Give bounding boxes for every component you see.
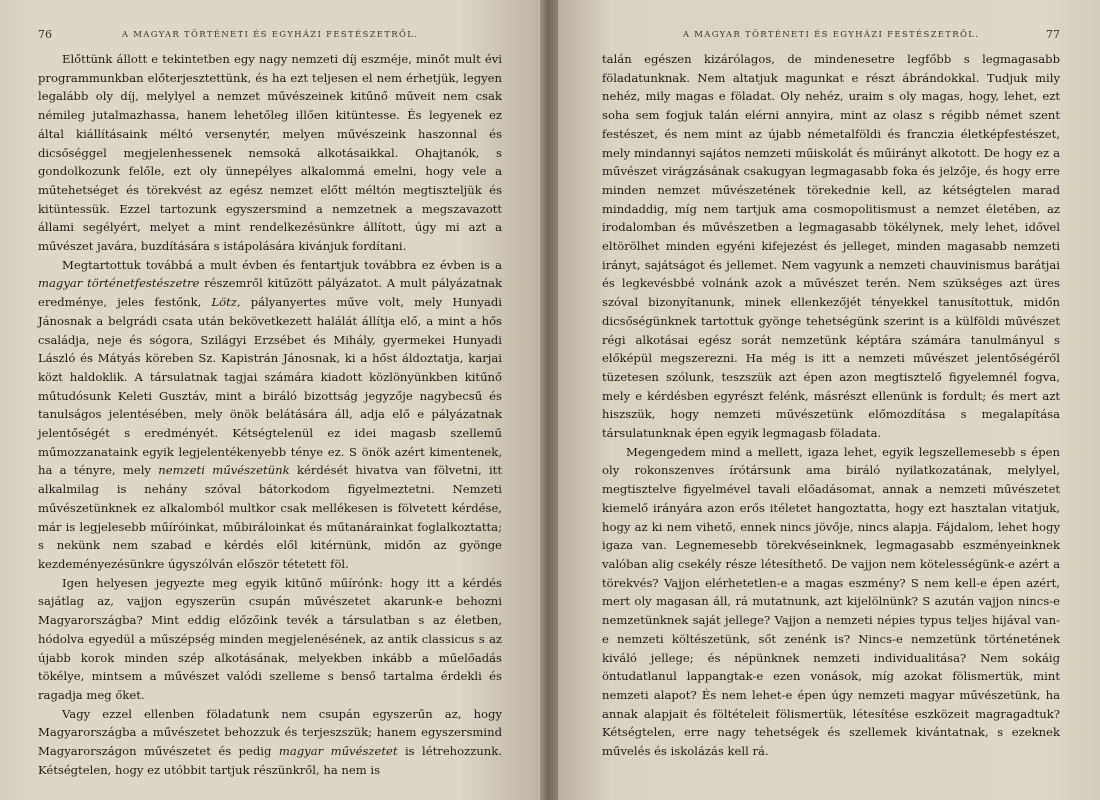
text-run: részemről kitűzött pályázatot. A mult pályázatnak eredménye, jeles festőnk, — [38, 276, 503, 310]
left-page-header — [38, 28, 502, 50]
right-running-head: A MAGYAR TÖRTÉNETI ÉS EGYHÁZI FESTÉSZETRŐL. — [682, 30, 980, 40]
right-page-number: 77 — [1046, 28, 1060, 41]
left-page-number: 76 — [38, 28, 52, 41]
right-page — [558, 0, 1100, 800]
right-page-body — [602, 50, 1060, 761]
text-run: Vagy ezzel ellenben föladatunk nem csupán egyszerűn az, hogy Magyarországba a művészetet behozzuk és terjeszszük; hanem egyszersmind Magyarországon művészetet és pedig — [38, 706, 502, 759]
italic-phrase: magyar történetfestészetre — [38, 276, 200, 291]
left-page — [0, 0, 540, 800]
paragraph — [38, 50, 502, 256]
text-run: Megengedem mind a mellett, igaza lehet, egyik legszellemesebb s épen oly rokonszenves írótársunk ama biráló nyilatkozatának, melylyel, megtisztelve figyelmével tavali előadásomat, annak a nemzeti művészetet kiemelő irányára azon erős itéletet hangoztatta, hogy ezt hasztalan vitatjuk, hogy az ki nem vihető, ennek nincs jövője, nincs alapja. Fájdalom, lehet hogy igaza van. Legnemesebb törekvéseinknek, legmagasabb eszményeinknek valóban alig csekély része létesíthető. De vajjon nem kötelességünk-e azért a törekvés? Vajjon elérhetetlen-e a magas eszmény? S nem kell-e épen azért, mert oly magasan áll, rá mutatnunk, azt kijelölnünk? S azután vajjon nincs-e nemzetünknek saját jellege? Vajjon a nemzeti népies typus teljes hijával van-e nemzeti költészetünk, sőt zenénk is? Nincs-e nemzetünk történetének kiváló jellege; és népünknek nemzeti individualitása? Nem sokáig öntudatlanul lappangtak-e ezen vonások, míg azokat fölismertük, mint nemzeti alapot? És nem lehet-e épen úgy nemzeti magyar művészetünk, ha annak alapjait és föltételeit fölismertük, létesítése eszközeit magragadtuk? Kétségtelen, erre nagy tehetségek és szellemek kivántatnak, s ezeknek művelés és iskolázás kell rá. — [602, 444, 1060, 759]
italic-phrase: magyar művészetet — [278, 744, 398, 759]
text-run: , pályanyertes műve volt, mely Hunyadi Jánosnak a belgrádi csata után bekövetkezett halálát állítja elő, a mint a hős családja, neje és sógora, Szilágyi Erzsébet és Mihály, gyermekei Hunyadi László és Mátyás köreben Sz. Kapistrán Jánosnak, ki a hőst áldoztatja, karjai közt haldoklik. A társulatnak tagjai számára kiadott közlönyünkben kitűnő műtudósunk Keleti Gusztáv, mint a biráló bizottság jegyzője nagybecsű és tanulságos jelentésében, mely önök belátására áll, adja elő e pályázatnak jelentőségét s eredményét. Kétségtelenül ez idei magasb szellemű műmozzanataink egyik legjelentékenyebb ténye ez. S önök azért kimentenek, ha a tényre, mely — [38, 295, 502, 478]
text-run: Előttünk állott e tekintetben egy nagy nemzeti díj eszméje, minőt mult évi programmunkban előterjesztettünk, és ha ezt teljesen el nem érhetjük, legyen legalább oly díj, melylyel a nemzet művészeinek kitűnő műveit nem csak némileg jutalmazhassa, hanem lehetőleg illően kitüntesse. És legyenek ez által kiállításaink méltó versenytér, melyen művészeink haszonnal és dicsőséggel megjelenhessenek nemsoká alkotásaikkal. Ohajtanók, s gondolkozunk felőle, ezt oly ünnepélyes alkalommá emelni, hogy vele a műtehetséget és törekvést az egész nemzet előtt méltón megtiszteljük és kitüntessük. Ezzel tartozunk egyszersmind a nemzetnek a megszavazott állami segélyért, melyet a mint rendelkezésünkre állított, úgy mi azt a művészet javára, buzdítására s istápolására kivánjuk fordítani. — [38, 52, 502, 254]
paragraph — [602, 50, 1060, 443]
paragraph — [38, 574, 502, 705]
text-run: talán egészen kizárólagos, de mindenesetre legfőbb s legmagasabb föladatunknak. Nem altatjuk magunkat e részt ábrándokkal. Tudjuk mily nehéz, mily magas e föladat. Oly nehéz, uraim s oly magas, hogy, lehet, ezt soha sem fogjuk talán elérni annyira, mint az olasz s régibb német szent festészet, és nem mint az újabb németalföldi és franczia életképfestészet, mely mindannyi sajátos nemzeti műiskolát és műirányt alkotott. De hogy ez a művészet virágzásának csakugyan legmagasabb foka és jelzője, és hogy erre minden nemzet művészetének törekednie kell, az kétségtelen marad mindaddig, míg nem tartjuk ama cosmopolitismust a nemzet életében, az irodalomban és művészetben a legmagasabb tökélynek, mely lehet, idővel eltörölhet minden egyéni kifejezést és jelleget, minden magasabb nemzeti irányt, sajátságot és jellemet. Nem vagyunk a nemzeti chauvinismus barátjai és legkevésbbé volnánk azok a művészet terén. Nem szükséges azt üres szóval bizonyítanunk, minek ellenkezőjét tényekkel tanusítottuk, midőn dicsőségünknek tartottuk gyönge tehetségünk szerint is a külföldi művészet régi alkotásai egész sorát nemzetünk képtára számára tanulmányul s előképül megszerezni. Ha még is itt a nemzeti művészet jelentőségéről tüzetesen szólunk, teszszük azt épen azon megtisztelő figyelemnél fogva, mely e kérdésben egyrészt felénk, másrészt ellenünk is fordult; és mert azt hiszszük, hogy nemzeti művészetünk előmozdítása s megalapítása társulatunknak épen egyik legmagasb föladata. — [602, 52, 1060, 441]
text-run: kérdését hivatva van fölvetni, itt alkalmilag is nehány szóval bátorkodom figyelmeztetni. Nemzeti művészetünknek ez alkalomból multkor csak mellékesen is fölvetett kérdése, már is legjelesebb műíróinkat, műbiráloinkat és műtanárainkat foglalkoztatta; s nekünk nem szabad e kérdés elől kitérnünk, midőn az gyönge kezdeményezésünkre úgyszólván először tétetett föl. — [38, 463, 502, 571]
book-gutter — [540, 0, 558, 800]
text-run: is létrehozzunk. Kétségtelen, hogy ez utóbbit tartjuk részünkről, ha nem is — [38, 744, 502, 777]
text-run: Megtartottuk továbbá a mult évben és fentartjuk továbbra ez évben is a — [62, 257, 502, 272]
left-running-head: A MAGYAR TÖRTÉNETI ÉS EGYHÁZI FESTÉSZETRŐL. — [121, 30, 419, 40]
left-page-body — [38, 50, 502, 779]
paragraph — [602, 443, 1060, 761]
text-run: Igen helyesen jegyezte meg egyik kitűnő műírónk: hogy itt a kérdés sajátlag az, vajjon egyszerün csupán művészetet akarunk-e behozni Magyarországba? Mint eddig előzőink tevék a társulatban s az életben, hódolva egyedül a műszépség minden megjelenésének, az antik classicus s az újabb korok minden szép alkotásának, melyekben inkább a műelőadás tökélye, mintsem a művészet valódi szelleme s benső tartalma érdekli és ragadja meg őket. — [38, 575, 502, 702]
italic-phrase: nemzeti művészetünk — [158, 463, 290, 478]
paragraph — [38, 705, 502, 780]
right-page-header — [602, 28, 1060, 50]
italic-phrase: Lötz — [211, 295, 237, 310]
paragraph — [38, 256, 502, 574]
